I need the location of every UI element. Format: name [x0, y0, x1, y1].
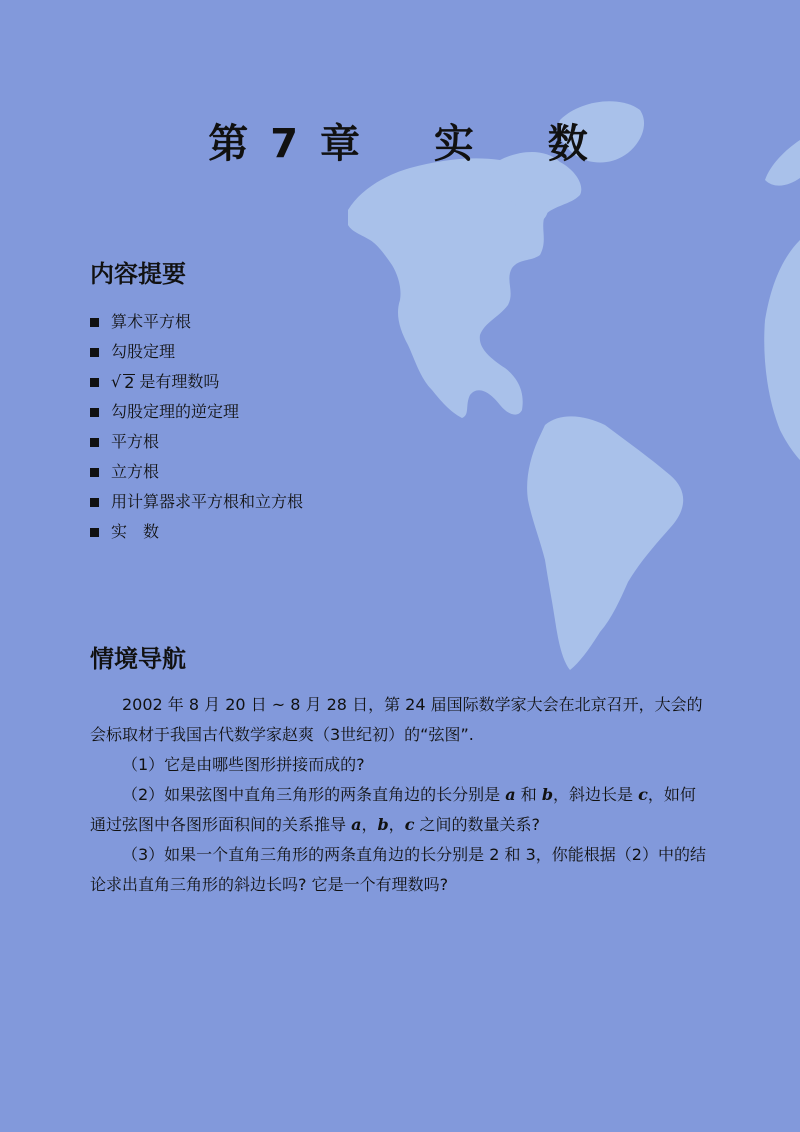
- square-bullet-icon: [90, 318, 99, 327]
- chapter-label: 第: [208, 121, 253, 167]
- list-item: √ 2 是有理数吗: [90, 367, 303, 397]
- guide-intro-paragraph: 2002 年 8 月 20 日 ~ 8 月 28 日，第 24 届国际数学家大会在北京召开，大会的会标取材于我国古代数学家赵爽（3世纪初）的“弦图”.: [90, 695, 703, 744]
- chapter-suffix: 章: [319, 121, 364, 167]
- sqrt-radicand: 2: [124, 372, 135, 392]
- square-bullet-icon: [90, 498, 99, 507]
- square-root-sign-icon: √: [111, 372, 122, 391]
- square-bullet-icon: [90, 378, 99, 387]
- chapter-name-part: 实: [433, 121, 478, 167]
- list-item: 算术平方根: [90, 307, 303, 337]
- chapter-number: 7: [270, 121, 303, 167]
- guide-question-2: （2）如果弦图中直角三角形的两条直角边的长分别是 a 和 b，斜边长是 c，如何通过弦图中各图形面积间的关系推导 a，b，c 之间的数量关系?: [90, 785, 696, 834]
- square-bullet-icon: [90, 438, 99, 447]
- chapter-name-part: 数: [547, 121, 592, 167]
- square-bullet-icon: [90, 528, 99, 537]
- guide-question-3: （3）如果一个直角三角形的两条直角边的长分别是 2 和 3，你能根据（2）中的结论求出直角三角形的斜边长吗? 它是一个有理数吗?: [90, 845, 706, 894]
- square-bullet-icon: [90, 408, 99, 417]
- list-item: 勾股定理的逆定理: [90, 397, 303, 427]
- guide-heading: 情境导航: [90, 644, 186, 673]
- summary-topic-list: [90, 307, 303, 547]
- list-item: 实 数: [90, 517, 303, 547]
- square-bullet-icon: [90, 348, 99, 357]
- square-bullet-icon: [90, 468, 99, 477]
- summary-heading: 内容提要: [90, 259, 186, 288]
- list-item: 用计算器求平方根和立方根: [90, 487, 303, 517]
- guide-question-1: （1）它是由哪些图形拼接而成的?: [122, 755, 365, 774]
- list-item: 平方根: [90, 427, 303, 457]
- chapter-title: [0, 112, 800, 169]
- list-item: 立方根: [90, 457, 303, 487]
- list-item: 勾股定理: [90, 337, 303, 367]
